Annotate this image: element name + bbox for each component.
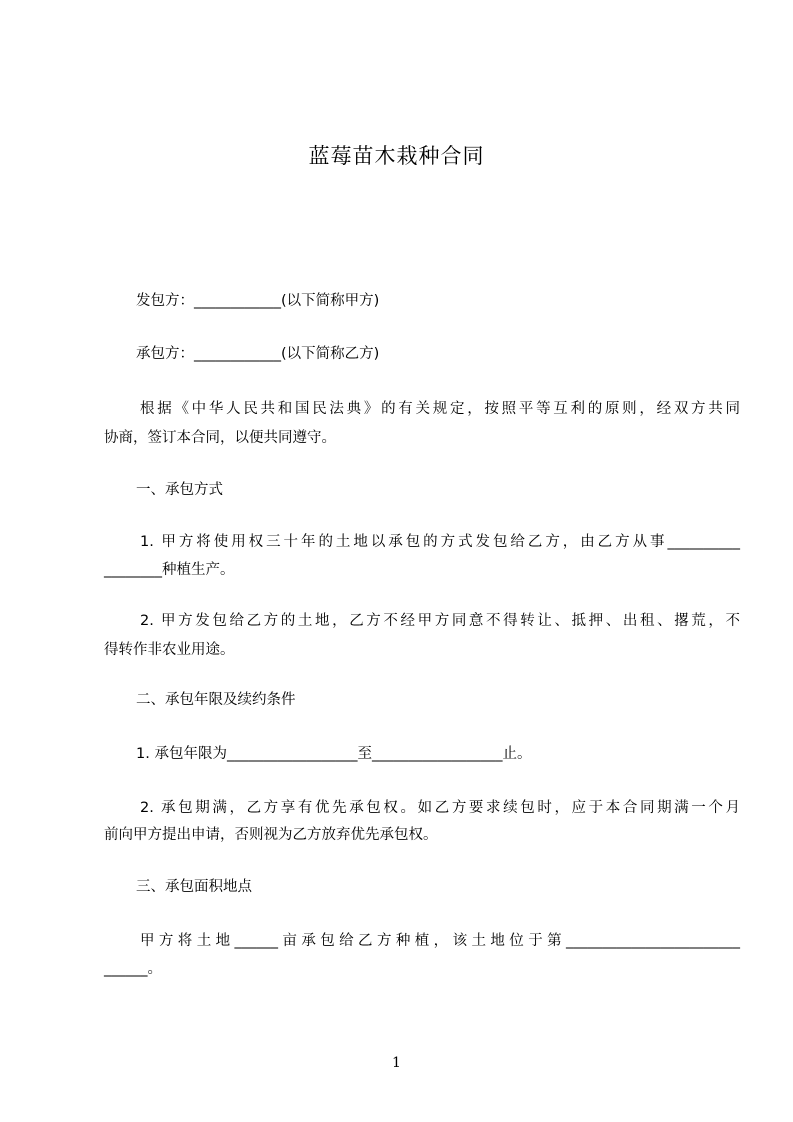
- page-number: 1: [392, 1055, 401, 1071]
- clause-1-2-line-1: 2. 甲方发包给乙方的土地，乙方不经甲方同意不得转让、抵押、出租、撂荒，不: [140, 613, 740, 629]
- clause-3-line-1: 甲方将土地______亩承包给乙方种植，该土地位于第________________________: [140, 933, 740, 949]
- section-3-heading: 三、承包面积地点: [136, 879, 252, 895]
- clause-1-2-line-2: 得转作非农业用途。: [104, 642, 235, 658]
- clause-2-1-line: 1. 承包年限为__________________至__________________止。: [136, 746, 532, 762]
- preamble-line-1: 根据《中华人民共和国民法典》的有关规定，按照平等互利的原则，经双方共同: [140, 401, 740, 417]
- party-a-line: 发包方：____________(以下简称甲方): [136, 293, 380, 309]
- clause-2-2-line-1: 2. 承包期满，乙方享有优先承包权。如乙方要求续包时，应于本合同期满一个月: [140, 800, 740, 816]
- document-title: 蓝莓苗木栽种合同: [308, 144, 485, 168]
- clause-2-2-line-2: 前向甲方提出申请，否则视为乙方放弃优先承包权。: [104, 827, 438, 843]
- section-2-heading: 二、承包年限及续约条件: [136, 692, 296, 708]
- clause-1-1-line-1: 1. 甲方将使用权三十年的土地以承包的方式发包给乙方，由乙方从事__________: [140, 534, 740, 550]
- section-1-heading: 一、承包方式: [136, 482, 223, 498]
- party-b-line: 承包方：____________(以下简称乙方): [136, 346, 380, 362]
- clause-1-1-line-2: ________种植生产。: [104, 562, 235, 578]
- clause-3-line-2: ______。: [104, 961, 162, 977]
- preamble-line-2: 协商，签订本合同，以便共同遵守。: [104, 430, 336, 446]
